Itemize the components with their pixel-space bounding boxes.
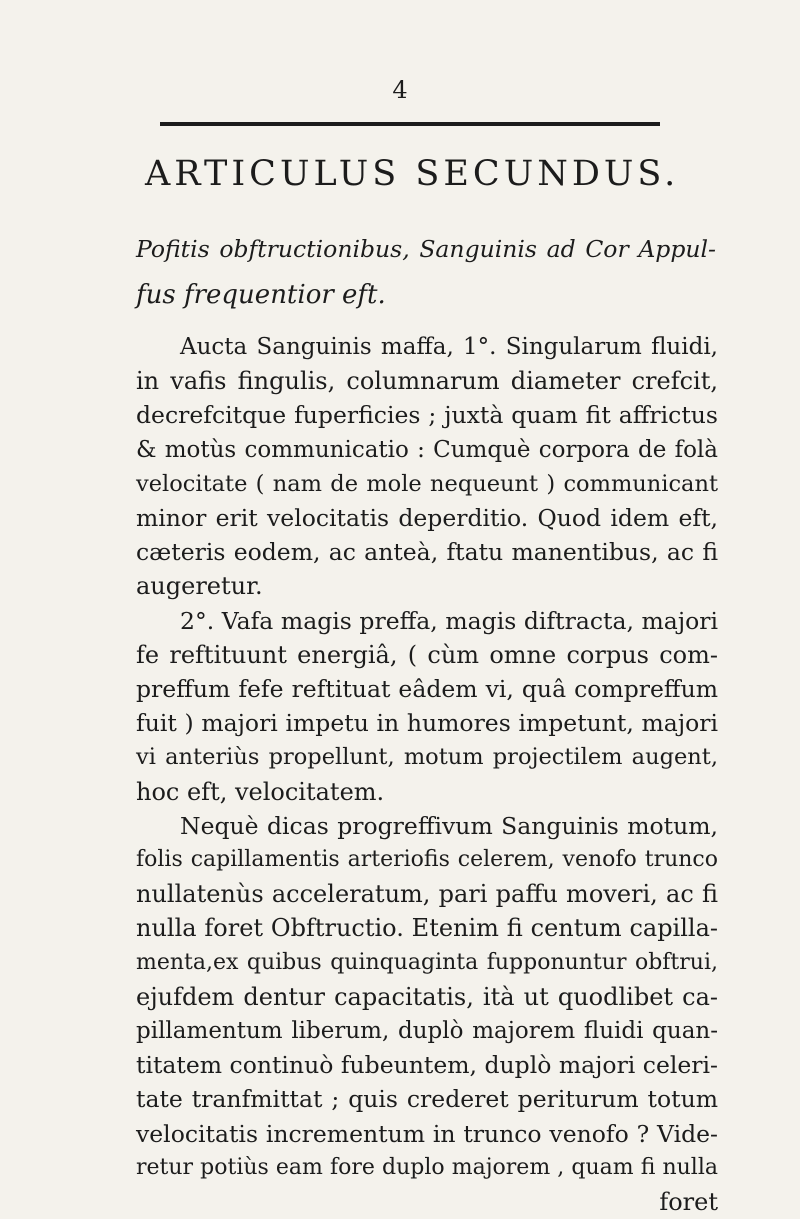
paragraph-line: Nequè dicas progreffivum Sanguinis motum, [180,811,718,840]
paragraph-line: tate tranfmittat ; quis crederet periturum totum [136,1085,718,1114]
section-heading: ARTICULUS SECUNDUS. [145,154,680,194]
paragraph-line: & motùs communicatio : Cumquè corpora de folà [136,436,718,463]
paragraph-line: vi anteriùs propellunt, motum projectilem augent, [136,744,718,771]
paragraph-line: menta,ex quibus quinquaginta fupponuntur obftrui, [136,949,718,975]
paragraph-line: preffum fefe reftituat eâdem vi, quâ compreffum [136,675,718,704]
paragraph-line: ejufdem dentur capacitatis, ità ut quodlibet ca- [136,982,718,1011]
paragraph-line: Aucta Sanguinis maffa, 1°. Singularum fluidi, [180,334,718,360]
paragraph-line: 2°. Vafa magis preffa, magis diftracta, majori [180,606,718,635]
paragraph-line: augeretur. [136,572,263,601]
paragraph-line: velocitate ( nam de mole nequeunt ) communicant [136,470,718,497]
paragraph-line: retur potiùs eam fore duplo majorem , quam fi nulla [136,1154,718,1180]
section-subtitle [136,226,716,318]
subtitle-line: fus frequentior eft. [136,280,386,310]
body-text [136,330,718,1219]
paragraph-line: nullatenùs acceleratum, pari paffu moveri, ac fi [136,880,718,909]
catchword: foret [659,1188,718,1217]
paragraph-line: titatem continuò fubeuntem, duplò majori celeri- [136,1051,718,1080]
paragraph-line: velocitatis incrementum in trunco venofo ? Vide- [136,1119,718,1148]
paragraph-line: decrefcitque fuperficies ; juxtà quam fit affrictus [136,401,718,430]
paragraph-line: fuit ) majori impetu in humores impetunt, majori [136,709,718,738]
paragraph-line: cæteris eodem, ac anteà, ftatu manentibus, ac fi [136,538,718,567]
paragraph-line: hoc eft, velocitatem. [136,777,385,806]
paragraph-line: nulla foret Obftructio. Etenim fi centum capilla- [136,914,718,943]
header-rule [160,122,660,126]
paragraph-line: fe reftituunt energiâ, ( cùm omne corpus com- [136,640,718,669]
paragraph-line: pillamentum liberum, duplò majorem fluidi quan- [136,1018,718,1045]
page-number: 4 [392,76,408,104]
paragraph-line: folis capillamentis arteriofis celerem, venofo trunco [136,847,718,873]
paragraph-line: in vafis fingulis, columnarum diameter crefcit, [136,367,718,396]
paragraph-line: minor erit velocitatis deperditio. Quod idem eft, [136,504,718,533]
subtitle-line: Pofitis obftructionibus, Sanguinis ad Cor Appul- [136,235,716,263]
